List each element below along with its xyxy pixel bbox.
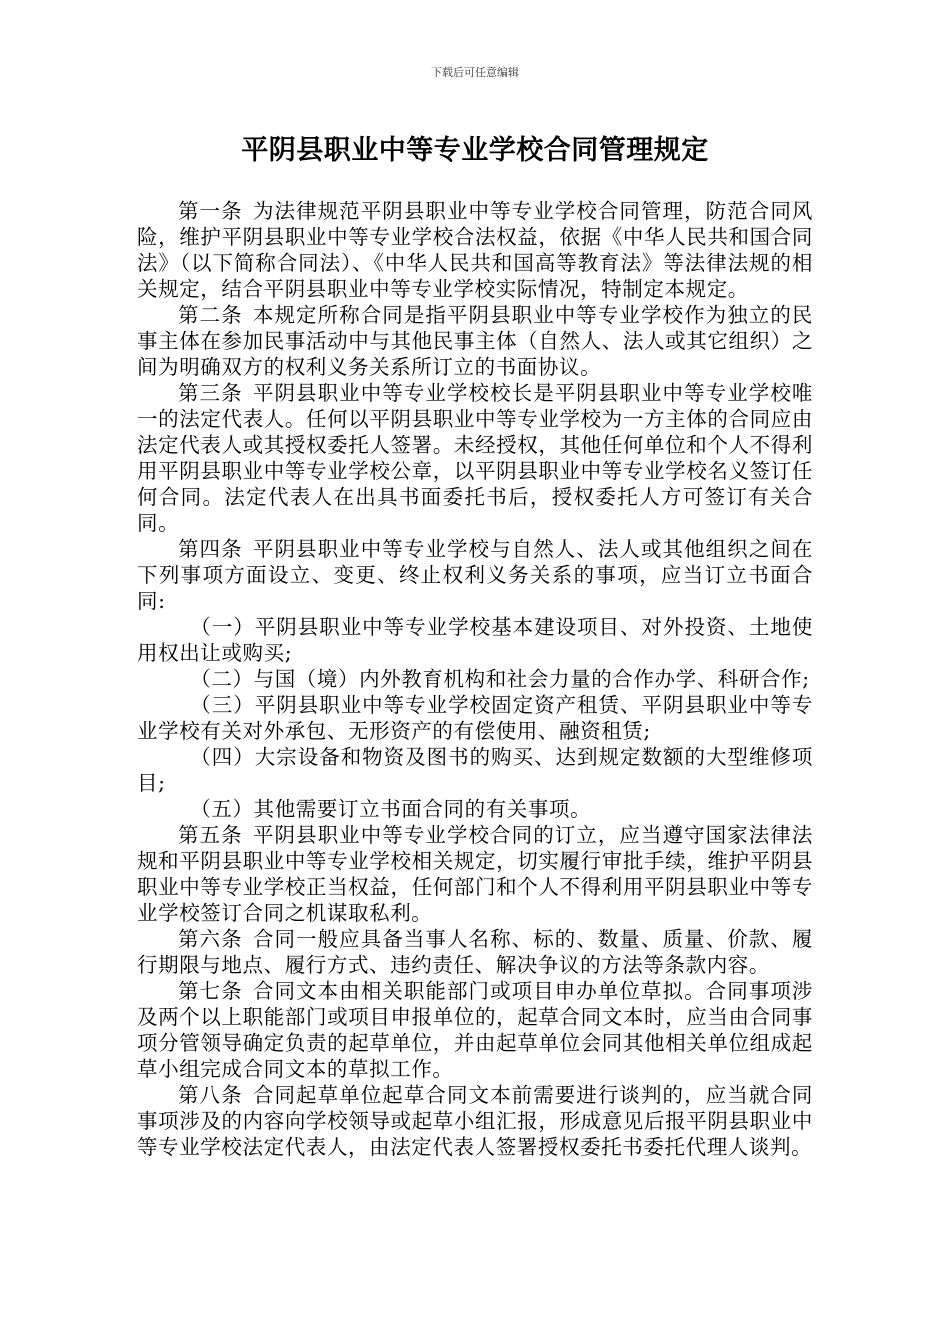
article-text: 合同文本由相关职能部门或项目申办单位草拟。合同事项涉及两个以上职能部门或项目申报单位的，起草合同文本时，应当由合同事项分管领导确定负责的起草单位，并由起草单位会同其他相关单位组成起草小组完成合同文本的草拟工作。 xyxy=(137,979,813,1081)
article-number: 第二条 xyxy=(178,303,243,327)
list-item xyxy=(137,692,813,744)
document-title: 平阴县职业中等专业学校合同管理规定 xyxy=(241,135,709,166)
list-item-text: （三）平阴县职业中等专业学校固定资产租赁、平阴县职业中等专业学校有关对外承包、无形资产的有偿使用、融资租赁; xyxy=(137,693,813,743)
article-1 xyxy=(137,198,813,302)
list-item-text: （四）大宗设备和物资及图书的购买、达到规定数额的大型维修项目; xyxy=(137,745,813,795)
article-8 xyxy=(137,1082,813,1160)
article-number: 第八条 xyxy=(178,1083,243,1107)
document-body xyxy=(137,198,813,1160)
list-item xyxy=(137,666,813,692)
list-item xyxy=(137,614,813,666)
list-item-text: （二）与国（境）内外教育机构和社会力量的合作办学、科研合作; xyxy=(190,667,810,691)
article-number: 第四条 xyxy=(178,537,243,561)
article-text: 平阴县职业中等专业学校合同的订立，应当遵守国家法律法规和平阴县职业中等专业学校相关规定，切实履行审批手续，维护平阴县职业中等专业学校正当权益，任何部门和个人不得利用平阴县职业中等专业学校签订合同之机谋取私利。 xyxy=(137,823,813,925)
article-5 xyxy=(137,822,813,926)
article-text: 平阴县职业中等专业学校与自然人、法人或其他组织之间在下列事项方面设立、变更、终止权利义务关系的事项，应当订立书面合同: xyxy=(137,537,813,613)
article-3 xyxy=(137,380,813,536)
article-text: 平阴县职业中等专业学校校长是平阴县职业中等专业学校唯一的法定代表人。任何以平阴县职业中等专业学校为一方主体的合同应由法定代表人或其授权委托人签署。未经授权，其他任何单位和个人不得利用平阴县职业中等专业学校公章，以平阴县职业中等专业学校名义签订任何合同。法定代表人在出具书面委托书后，授权委托人方可签订有关合同。 xyxy=(137,381,813,535)
article-4 xyxy=(137,536,813,614)
article-7 xyxy=(137,978,813,1082)
article-6 xyxy=(137,926,813,978)
list-item xyxy=(137,744,813,796)
list-item-text: （五）其他需要订立书面合同的有关事项。 xyxy=(190,797,592,821)
article-text: 本规定所称合同是指平阴县职业中等专业学校作为独立的民事主体在参加民事活动中与其他民事主体（自然人、法人或其它组织）之间为明确双方的权利义务关系所订立的书面协议。 xyxy=(137,303,813,379)
header-note: 下载后可任意编辑 xyxy=(431,66,519,79)
article-number: 第三条 xyxy=(178,381,243,405)
article-number: 第六条 xyxy=(178,927,243,951)
article-text: 合同一般应具备当事人名称、标的、数量、质量、价款、履行期限与地点、履行方式、违约责任、解决争议的方法等条款内容。 xyxy=(137,927,813,977)
article-2 xyxy=(137,302,813,380)
article-text: 为法律规范平阴县职业中等专业学校合同管理，防范合同风险，维护平阴县职业中等专业学校合法权益，依据《中华人民共和国合同法》（以下简称合同法）、《中华人民共和国高等教育法》等法律法规的相关规定，结合平阴县职业中等专业学校实际情况，特制定本规定。 xyxy=(137,199,813,301)
list-item xyxy=(137,796,813,822)
article-number: 第一条 xyxy=(178,199,243,223)
list-item-text: （一）平阴县职业中等专业学校基本建设项目、对外投资、土地使用权出让或购买; xyxy=(137,615,813,665)
article-number: 第七条 xyxy=(178,979,243,1003)
article-text: 合同起草单位起草合同文本前需要进行谈判的，应当就合同事项涉及的内容向学校领导或起草小组汇报，形成意见后报平阴县职业中等专业学校法定代表人，由法定代表人签署授权委托书委托代理人谈判。 xyxy=(137,1083,813,1159)
article-number: 第五条 xyxy=(178,823,243,847)
